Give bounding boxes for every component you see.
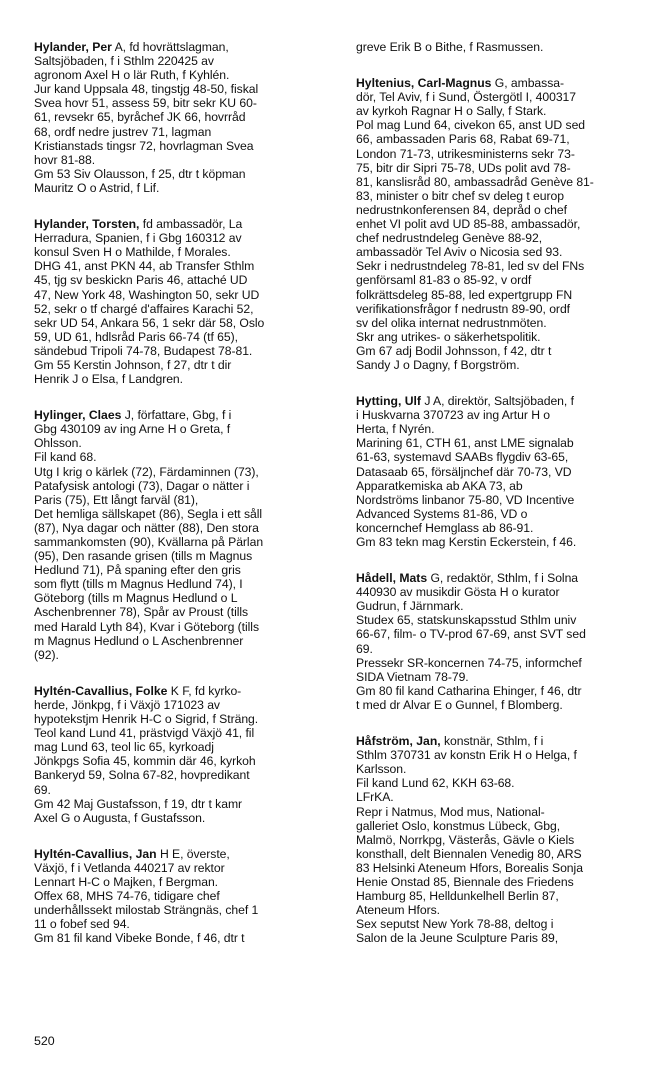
entry-line: 68, ordf nedre justrev 71, lagman — [34, 124, 212, 139]
entry-name: Hyltenius, Carl-Magnus — [356, 76, 492, 91]
entry-line: 52, sekr o tf chargé d'affaires Karachi 52, — [34, 301, 254, 316]
biography-entry — [356, 394, 656, 549]
entry-line: agronom Axel H o lär Ruth, f Kyhlén. — [34, 68, 230, 83]
entry-line: 66-67, film- o TV-prod 67-69, anst SVT sed — [356, 627, 586, 642]
entry-line: Gm 53 Siv Olausson, f 25, dtr t köpman — [34, 166, 246, 181]
entry-line: Lennart H-C o Majken, f Bergman. — [34, 874, 219, 889]
entry-name: Hylander, Per — [34, 40, 112, 54]
entry-name: Hyltén-Cavallius, Folke — [34, 683, 168, 698]
entry-first-line — [34, 684, 334, 698]
entry-line: Fil kand 68. — [34, 450, 97, 465]
entry-text: fd ambassadör, La — [139, 217, 243, 232]
entry-text: K F, fd kyrko- — [167, 683, 242, 698]
entry-line: Gm 42 Maj Gustafsson, f 19, dtr t kamr — [34, 796, 243, 811]
entry-line: m Magnus Hedlund o L Aschenbrenner — [34, 633, 244, 648]
entry-line: av kyrkoh Ragnar H o Sally, f Stark. — [356, 104, 547, 119]
entry-line: Axel G o Augusta, f Gustafsson. — [34, 810, 206, 825]
entry-line: Utg I krig o kärlek (72), Färdaminnen (73), — [34, 464, 259, 479]
entry-first-line — [34, 217, 334, 231]
entry-line: (87), Nya dagar och nätter (88), Den stora — [34, 520, 259, 535]
entry-line: Gm 67 adj Bodil Johnsson, f 42, dtr t — [356, 343, 552, 358]
entry-line: 81, kanslisråd 80, ambassadråd Genève 81- — [356, 174, 594, 189]
entry-line: 69. — [34, 782, 51, 797]
biography-entry — [356, 76, 656, 372]
entry-line: 61-63, systemavd SAABs flygdiv 63-65, — [356, 450, 569, 465]
entry-line: Gm 80 fil kand Catharina Ehinger, f 46, dtr — [356, 683, 582, 698]
entry-line: sändebud Tripoli 74-78, Budapest 78-81. — [34, 343, 253, 358]
entry-first-line: greve Erik B o Bithe, f Rasmussen. — [356, 40, 544, 54]
entry-line: med Harald Lyth 84), Kvar i Göteborg (tills — [34, 619, 259, 634]
entry-line: mag Lund 63, teol lic 65, kyrkoadj — [34, 740, 214, 755]
entry-text: A, fd hovrättslagman, — [111, 40, 229, 54]
entry-line: sammankomsten (90), Kvällarna på Pärlan — [34, 535, 264, 549]
page-number: 520 — [34, 1034, 55, 1048]
entry-line: Offex 68, MHS 74-76, tidigare chef — [34, 889, 220, 904]
entry-line: Bankeryd 59, Solna 67-82, hovpredikant — [34, 768, 250, 783]
entry-line: sv del olika internat nedrustnmöten. — [356, 315, 547, 330]
entry-line: 61, revsekr 65, byråchef JK 66, hovrråd — [34, 110, 246, 125]
entry-line: Salon de la Jeune Sculpture Paris 89, — [356, 931, 559, 946]
entry-line: 440930 av musikdir Gösta H o kurator — [356, 585, 560, 600]
entry-line: (92). — [34, 647, 59, 662]
entry-line: Saltsjöbaden, f i Sthlm 220425 av — [34, 54, 214, 69]
biography-entry — [34, 408, 334, 662]
entry-line: Ateneum Hfors. — [356, 903, 440, 918]
entry-line: 66, ambassaden Paris 68, Rabat 69-71, — [356, 132, 570, 147]
entry-line: (95), Den rasande grisen (tills m Magnus — [34, 549, 253, 564]
biography-entry — [356, 734, 656, 945]
entry-text: J A, direktör, Saltsjöbaden, f — [421, 394, 574, 409]
entry-first-line — [356, 571, 656, 585]
entry-line: som flytt (tills m Magnus Hedlund 74), I — [34, 577, 243, 592]
entry-text: G, redaktör, Sthlm, f i Solna — [427, 571, 579, 586]
entry-line: konsul Sven H o Mathilde, f Morales. — [34, 245, 231, 260]
entry-line: underhållssekt milostab Strängnäs, chef 1 — [34, 903, 259, 918]
entry-line: Studex 65, statskunskapsstud Sthlm univ — [356, 613, 577, 628]
entry-line: Henrik J o Elsa, f Landgren. — [34, 372, 183, 387]
biography-entry — [356, 571, 656, 712]
entry-line: Gm 83 tekn mag Kerstin Eckerstein, f 46. — [356, 535, 577, 549]
entry-line: Kristianstads tingsr 72, hovrlagman Svea — [34, 138, 254, 153]
entry-line: nedrustnkonferensen 84, depråd o chef — [356, 202, 567, 217]
entry-line: 11 o fobef sed 94. — [34, 917, 130, 932]
entry-name: Hytting, Ulf — [356, 394, 421, 409]
entry-line: LFrKA. — [356, 790, 394, 805]
entry-name: Håfström, Jan, — [356, 734, 441, 749]
entry-text: konstnär, Sthlm, f i — [440, 734, 544, 749]
entry-line: galleriet Oslo, konstmus Lübeck, Gbg, — [356, 818, 561, 833]
entry-line: Ohlsson. — [34, 436, 82, 451]
entry-line: 83 Helsinki Ateneum Hfors, Borealis Sonja — [356, 860, 583, 875]
entry-line: Sandy J o Dagny, f Borgström. — [356, 357, 520, 372]
entry-line: Aschenbrenner 78), Spår av Proust (tills — [34, 605, 249, 620]
entry-first-line — [356, 394, 656, 408]
entry-line: dör, Tel Aviv, f i Sund, Östergötl I, 400317 — [356, 90, 577, 105]
entry-line: Gm 55 Kerstin Johnson, f 27, dtr t dir — [34, 357, 232, 372]
entry-line: Herta, f Nyrén. — [356, 422, 435, 437]
entry-line: 59, UD 61, hdlsråd Paris 66-74 (tf 65), — [34, 329, 238, 344]
entry-line: Gm 81 fil kand Vibeke Bonde, f 46, dtr t — [34, 931, 245, 946]
entry-text: H E, överste, — [156, 846, 230, 861]
entry-line: 83, minister o bitr chef sv deleg t europ — [356, 188, 564, 203]
biography-entry — [34, 847, 334, 946]
entry-line: Sex seputst New York 78-88, deltog i — [356, 917, 554, 932]
entry-line: Patafysisk antologi (73), Dagar o nätter i — [34, 478, 250, 493]
biography-entry — [34, 217, 334, 386]
entry-first-line — [34, 40, 334, 54]
entry-first-line — [34, 847, 334, 861]
entry-name: Hyltén-Cavallius, Jan — [34, 846, 157, 861]
entry-line: Skr ang utrikes- o säkerhetspolitik. — [356, 329, 541, 344]
entry-line: Gbg 430109 av ing Arne H o Greta, f — [34, 422, 231, 437]
left-column — [34, 40, 334, 967]
entry-line: Gudrun, f Järnmark. — [356, 599, 464, 614]
entry-line: chef nedrustndeleg Genève 88-92, — [356, 231, 543, 246]
entry-line: Nordströms linbanor 75-80, VD Incentive — [356, 492, 575, 507]
entry-line: 69. — [356, 641, 373, 656]
entry-line: Sthlm 370731 av konstn Erik H o Helga, f — [356, 748, 577, 763]
entry-line: koncernchef Hemglass ab 86-91. — [356, 520, 534, 535]
entry-line: Henie Onstad 85, Biennale des Friedens — [356, 874, 574, 889]
entry-line: Repr i Natmus, Mod mus, National- — [356, 804, 545, 819]
entry-line: Jur kand Uppsala 48, tingstjg 48-50, fiskal — [34, 82, 259, 97]
biography-entry — [34, 684, 334, 825]
entry-line: herde, Jönkpg, f i Växjö 171023 av — [34, 697, 220, 712]
entry-line: Marining 61, CTH 61, anst LME signalab — [356, 436, 574, 451]
entry-line: Apparatkemiska ab AKA 73, ab — [356, 478, 523, 493]
entry-line: enhet VI polit avd UD 85-88, ambassadör, — [356, 217, 581, 232]
entry-line: verifikationsfrågor f nedrustn 89-90, ordf — [356, 301, 571, 316]
entry-line: Göteborg (tills m Magnus Hedlund o L — [34, 591, 238, 606]
entry-name: Hylander, Torsten, — [34, 217, 140, 232]
entry-line: DHG 41, anst PKN 44, ab Transfer Sthlm — [34, 259, 255, 274]
entry-line: Karlsson. — [356, 762, 407, 777]
entry-first-line — [356, 734, 656, 748]
entry-line: Hedlund 71), På spaning efter den gris — [34, 563, 241, 578]
entry-line: Pressekr SR-koncernen 74-75, informchef — [356, 655, 582, 670]
entry-line: Hamburg 85, Helldunkelhell Berlin 87, — [356, 889, 559, 904]
entry-line: London 71-73, utrikesministerns sekr 73- — [356, 146, 575, 161]
entry-first-line — [34, 408, 334, 422]
entry-line: Datasaab 65, försäljnchef där 70-73, VD — [356, 464, 572, 479]
entry-line: konsthall, delt Biennalen Venedig 80, ARS — [356, 846, 582, 861]
entry-line: Det hemliga sällskapet (86), Segla i ett såll — [34, 506, 263, 521]
entry-line: 45, tjg sv beskickn Paris 46, attaché UD — [34, 273, 248, 288]
entry-line: Herradura, Spanien, f i Gbg 160312 av — [34, 231, 242, 246]
entry-text: J, författare, Gbg, f i — [121, 408, 232, 423]
entry-line: 47, New York 48, Washington 50, sekr UD — [34, 287, 260, 302]
entry-text: G, ambassa- — [491, 76, 564, 91]
entry-line: Jönkpgs Sofia 45, kommin där 46, kyrkoh — [34, 754, 256, 769]
entry-line: Teol kand Lund 41, prästvigd Växjö 41, fil — [34, 726, 255, 741]
entry-line: Fil kand Lund 62, KKH 63-68. — [356, 776, 515, 791]
entry-line: Pol mag Lund 64, civekon 65, anst UD sed — [356, 118, 586, 133]
entry-line: hypotekstjm Henrik H-C o Sigrid, f Sträng. — [34, 712, 259, 727]
entry-line: genförsaml 81-83 o 85-92, v ordf — [356, 273, 532, 288]
entry-line: Paris (75), Ett långt farväl (81), — [34, 492, 199, 507]
entry-line: i Huskvarna 370723 av ing Artur H o — [356, 408, 551, 423]
entry-line: SIDA Vietnam 78-79. — [356, 669, 469, 684]
entry-line: Mauritz O o Astrid, f Lif. — [34, 180, 160, 195]
entry-line: Sekr i nedrustndeleg 78-81, led sv del FNs — [356, 259, 585, 274]
biography-entry — [356, 40, 656, 54]
entry-line: Advanced Systems 81-86, VD o — [356, 506, 528, 521]
entry-line: t med dr Alvar E o Gunnel, f Blomberg. — [356, 697, 563, 712]
entry-line: ambassadör Tel Aviv o Nicosia sed 93. — [356, 245, 563, 260]
entry-first-line — [356, 76, 656, 90]
entry-name: Hylinger, Claes — [34, 408, 122, 423]
entry-line: 75, bitr dir Sipri 75-78, UDs polit avd 78- — [356, 160, 571, 175]
entry-line: hovr 81-88. — [34, 152, 96, 167]
entry-line: sekr UD 54, Ankara 56, 1 sekr där 58, Oslo — [34, 315, 265, 330]
right-column — [356, 40, 656, 967]
entry-line: Växjö, f i Vetlanda 440217 av rektor — [34, 860, 225, 875]
entry-name: Hådell, Mats — [356, 571, 428, 586]
biography-entry — [34, 40, 334, 195]
entry-line: Malmö, Norrkpg, Västerås, Gävle o Kiels — [356, 832, 575, 847]
entry-line: folkrättsdeleg 85-88, led expertgrupp FN — [356, 287, 573, 302]
entry-line: Svea hovr 51, assess 59, bitr sekr KU 60- — [34, 96, 257, 111]
